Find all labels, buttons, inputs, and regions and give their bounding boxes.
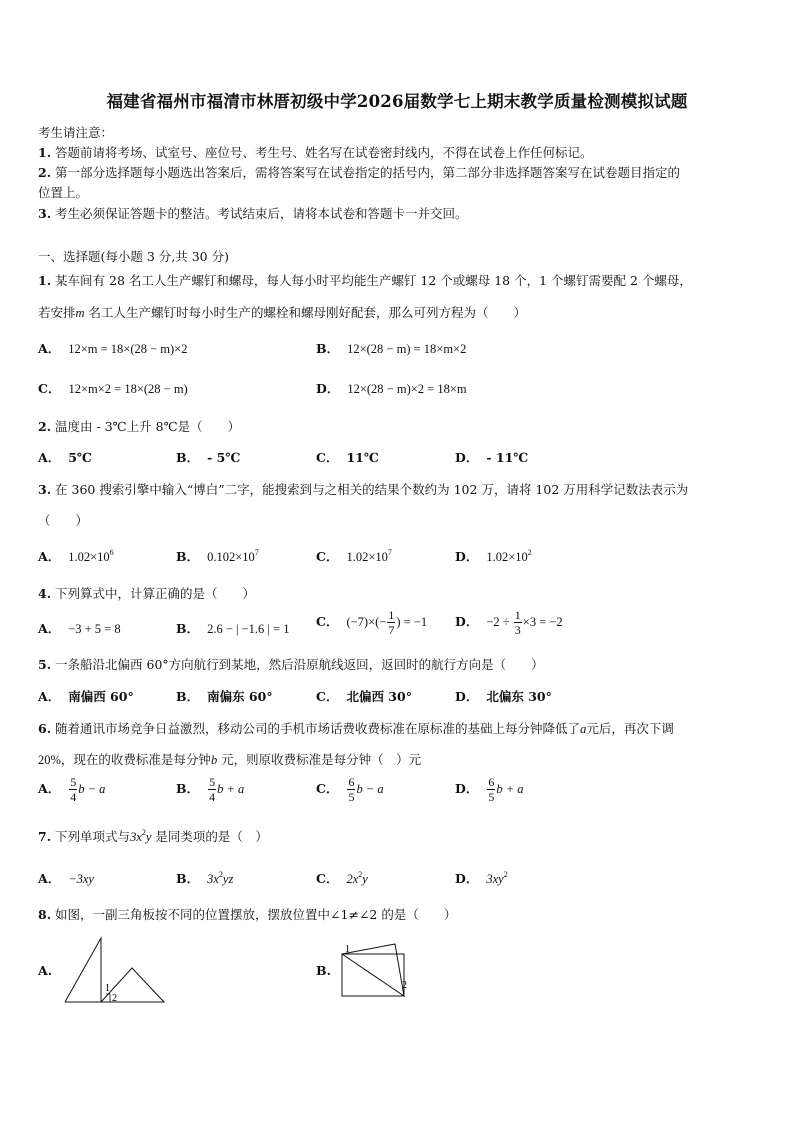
q5-option-b[interactable] <box>176 687 273 705</box>
option-text: 3x <box>207 872 219 886</box>
question-3-line2: （ ） <box>38 513 89 528</box>
q6-option-b[interactable] <box>176 776 244 803</box>
option-label: D． <box>455 689 479 704</box>
fraction <box>387 609 395 636</box>
option-label: D． <box>455 614 479 629</box>
angle-1-label: 1 <box>105 983 110 994</box>
option-text: b − a <box>356 782 384 796</box>
option-label: C． <box>316 614 339 629</box>
exponent: 2 <box>527 548 532 557</box>
question-number: 6. <box>38 721 52 736</box>
option-text: 北偏西 30° <box>346 689 412 704</box>
question-8 <box>38 905 456 923</box>
question-3 <box>38 480 688 498</box>
exponent: 2 <box>141 828 146 837</box>
q3-option-a[interactable] <box>38 547 114 565</box>
option-label: A． <box>38 549 61 564</box>
percent-value: 20% <box>38 753 61 767</box>
denominator: 5 <box>348 790 355 804</box>
question-6 <box>38 719 674 737</box>
option-text: −2 ÷ <box>486 615 513 629</box>
option-text: 12×(28 − m)×2 = 18×m <box>347 382 467 396</box>
q6-option-d[interactable] <box>455 776 524 803</box>
denominator: 3 <box>514 623 521 637</box>
q4-option-a[interactable] <box>38 619 121 637</box>
exponent: 6 <box>109 548 114 557</box>
stem-text: 名工人生产螺钉时每小时生产的螺栓和螺母刚好配套，那么可列方程为（ ） <box>84 305 527 320</box>
option-label: B． <box>176 781 200 796</box>
notice-item-3 <box>38 204 468 222</box>
option-text: b + a <box>496 782 524 796</box>
q8-figure-b <box>336 940 416 1002</box>
stem-text: 元，则原收费标准是每分钟（ ）元 <box>217 752 422 767</box>
question-number: 4. <box>38 586 52 601</box>
fraction <box>347 776 355 803</box>
angle-2-label: 2 <box>112 993 117 1004</box>
option-text: 南偏东 60° <box>207 689 273 704</box>
question-stem: 在 360 搜索引擎中输入“博白”二字，能搜索到与之相关的结果个数约为 102 万，请将 102 万用科学记数法表示为 <box>55 482 689 497</box>
fraction <box>69 776 77 803</box>
q3-option-c[interactable] <box>316 547 392 565</box>
stem-text: 下列单项式与 <box>55 829 131 844</box>
option-text: ×3 = −2 <box>522 615 563 629</box>
notice-item-1 <box>38 143 593 161</box>
question-stem: 某车间有 28 名工人生产螺钉和螺母，每人每小时平均能生产螺钉 12 个或螺母 18 个，1 个螺钉需要配 2 个螺母， <box>55 273 692 288</box>
q7-option-a[interactable] <box>38 869 94 887</box>
option-label: B． <box>176 871 200 886</box>
question-number: 1. <box>38 273 52 288</box>
option-text: - 5℃ <box>207 450 241 465</box>
question-2 <box>38 417 240 435</box>
q5-option-c[interactable] <box>316 687 412 705</box>
q8-figure-a <box>60 934 170 1006</box>
question-number: 3. <box>38 482 52 497</box>
option-text: −3 + 5 = 8 <box>68 622 121 636</box>
q1-option-b[interactable] <box>316 339 466 357</box>
exponent: 2 <box>218 870 223 879</box>
numerator: 6 <box>348 775 355 789</box>
question-1 <box>38 271 692 289</box>
exponent: 7 <box>254 548 259 557</box>
q1-option-d[interactable] <box>316 379 467 397</box>
monomial: y <box>145 830 152 844</box>
stem-text: 若安排 <box>38 305 76 320</box>
option-label: D． <box>455 781 479 796</box>
option-label: B. <box>316 963 331 978</box>
notice-heading: 考生请注意： <box>38 125 114 140</box>
q6-option-c[interactable] <box>316 776 384 803</box>
q8-option-a[interactable] <box>38 963 52 978</box>
question-stem: 一条船沿北偏西 60°方向航行到某地，然后沿原航线返回，返回时的航行方向是（ ） <box>55 657 544 672</box>
numerator: 1 <box>514 608 521 622</box>
q3-option-b[interactable] <box>176 547 259 565</box>
q5-option-d[interactable] <box>455 687 552 705</box>
notice-item-2 <box>38 163 680 181</box>
option-text: 2x <box>346 872 359 886</box>
numerator: 5 <box>209 775 216 789</box>
angle-2-label: 2 <box>402 980 407 991</box>
option-label: D． <box>455 450 479 465</box>
option-text: - 11℃ <box>486 450 529 465</box>
q3-option-d[interactable] <box>455 547 532 565</box>
notice-item-2-cont: 位置上。 <box>38 185 89 200</box>
option-label: A． <box>38 341 61 356</box>
question-number: 7. <box>38 829 52 844</box>
option-text: 0.102×10 <box>207 550 255 564</box>
option-label: B． <box>316 341 340 356</box>
q7-option-b[interactable] <box>176 869 233 887</box>
q2-option-d[interactable] <box>455 448 528 466</box>
option-text: yz <box>222 872 234 886</box>
q2-option-c[interactable] <box>316 448 379 466</box>
fraction <box>487 776 495 803</box>
option-label: C． <box>316 450 339 465</box>
notice-text: 考生必须保证答题卡的整洁。考试结束后，请将本试卷和答题卡一并交回。 <box>55 206 468 221</box>
option-label: D． <box>455 871 479 886</box>
question-4 <box>38 584 255 602</box>
page-title: 福建省福州市福清市林厝初级中学2026届数学七上期末教学质量检测模拟试题 <box>106 92 688 111</box>
stem-text: 是同类项的是（ ） <box>151 829 268 844</box>
variable-m: m <box>75 306 85 320</box>
q6-option-a[interactable] <box>38 776 105 803</box>
option-text: b − a <box>78 782 106 796</box>
option-text: 12×m×2 = 18×(28 − m) <box>68 382 188 396</box>
monomial: 3x <box>130 830 142 844</box>
q4-option-b[interactable] <box>176 619 289 637</box>
option-text: −3xy <box>68 872 94 886</box>
q2-option-b[interactable] <box>176 448 240 466</box>
option-text: 1.02×10 <box>486 550 528 564</box>
notice-num: 1. <box>38 145 52 160</box>
option-text: 2.6 − | −1.6 | = 1 <box>207 622 290 636</box>
triangle-ruler-b <box>342 944 404 996</box>
notice-num: 2. <box>38 165 52 180</box>
notice-text: 第一部分选择题每小题选出答案后，需将答案写在试卷指定的括号内，第二部分非选择题答案写在试卷题目指定的 <box>55 165 681 180</box>
option-label: C． <box>316 781 339 796</box>
q4-option-d[interactable] <box>455 609 563 636</box>
option-label: B． <box>176 621 200 636</box>
question-stem: 如图，一副三角板按不同的位置摆放，摆放位置中∠1≠∠2 的是（ ） <box>55 907 457 922</box>
q5-option-a[interactable] <box>38 687 134 705</box>
option-text: 1.02×10 <box>68 550 110 564</box>
option-label: A． <box>38 689 61 704</box>
fraction <box>208 776 216 803</box>
option-text: 3xy <box>486 872 504 886</box>
numerator: 5 <box>70 775 77 789</box>
option-text: 北偏东 30° <box>486 689 552 704</box>
numerator: 1 <box>388 608 395 622</box>
question-stem: 下列算式中，计算正确的是（ ） <box>55 586 256 601</box>
exponent: 2 <box>503 870 508 879</box>
denominator: 4 <box>209 790 216 804</box>
question-stem: 温度由 - 3℃上升 8℃是（ ） <box>55 419 241 434</box>
question-6-line2 <box>38 750 421 768</box>
question-5 <box>38 655 544 673</box>
option-text: b + a <box>217 782 245 796</box>
option-label: A. <box>38 963 53 978</box>
denominator: 7 <box>388 623 395 637</box>
q4-option-c[interactable] <box>316 609 427 636</box>
notice-num: 3. <box>38 206 52 221</box>
option-label: B． <box>176 689 200 704</box>
option-label: A． <box>38 621 61 636</box>
q7-option-d[interactable] <box>455 869 508 887</box>
option-text: 12×m = 18×(28 − m)×2 <box>68 342 188 356</box>
numerator: 6 <box>488 775 495 789</box>
option-text: 12×(28 − m) = 18×m×2 <box>347 342 467 356</box>
q7-option-c[interactable] <box>316 869 368 887</box>
option-label: A． <box>38 450 61 465</box>
option-label: C． <box>316 871 339 886</box>
option-label: D． <box>316 381 340 396</box>
stem-text: 元后，再次下调 <box>586 721 674 736</box>
option-text: y <box>362 872 368 886</box>
q1-option-c[interactable] <box>38 379 188 397</box>
exponent: 2 <box>358 870 363 879</box>
variable-a: a <box>580 722 587 736</box>
triangle-ruler-a2 <box>101 968 164 1002</box>
triangle-ruler-a1 <box>65 938 101 1002</box>
option-text: ) = −1 <box>396 615 428 629</box>
denominator: 5 <box>488 790 495 804</box>
option-label: A． <box>38 871 61 886</box>
angle-1-label: 1 <box>345 944 350 955</box>
question-number: 2. <box>38 419 52 434</box>
option-label: C． <box>316 549 339 564</box>
q1-option-a[interactable] <box>38 339 187 357</box>
option-label: B． <box>176 450 200 465</box>
question-number: 8. <box>38 907 52 922</box>
fraction <box>514 609 522 636</box>
section-heading: 一、选择题(每小题 3 分,共 30 分) <box>38 249 229 264</box>
q8-option-b[interactable] <box>316 963 331 978</box>
question-1-line2 <box>38 303 526 321</box>
option-label: B． <box>176 549 200 564</box>
q2-option-a[interactable] <box>38 448 92 466</box>
denominator: 4 <box>70 790 77 804</box>
exponent: 7 <box>387 548 392 557</box>
option-text: 1.02×10 <box>346 550 388 564</box>
option-label: A． <box>38 781 61 796</box>
variable-b: b <box>210 753 218 767</box>
stem-text: ，现在的收费标准是每分钟 <box>60 752 211 767</box>
question-number: 5. <box>38 657 52 672</box>
option-text: (−7)×(− <box>346 615 387 629</box>
option-label: D． <box>455 549 479 564</box>
option-text: 11℃ <box>346 450 379 465</box>
notice-text: 答题前请将考场、试室号、座位号、考生号、姓名写在试卷密封线内，不得在试卷上作任何标记。 <box>55 145 593 160</box>
option-text: 5℃ <box>68 450 92 465</box>
option-label: C． <box>38 381 61 396</box>
option-label: C． <box>316 689 339 704</box>
stem-text: 随着通讯市场竞争日益激烈，移动公司的手机市场话费收费标准在原标准的基础上每分钟降低了 <box>55 721 581 736</box>
option-text: 南偏西 60° <box>68 689 134 704</box>
question-7 <box>38 827 268 845</box>
